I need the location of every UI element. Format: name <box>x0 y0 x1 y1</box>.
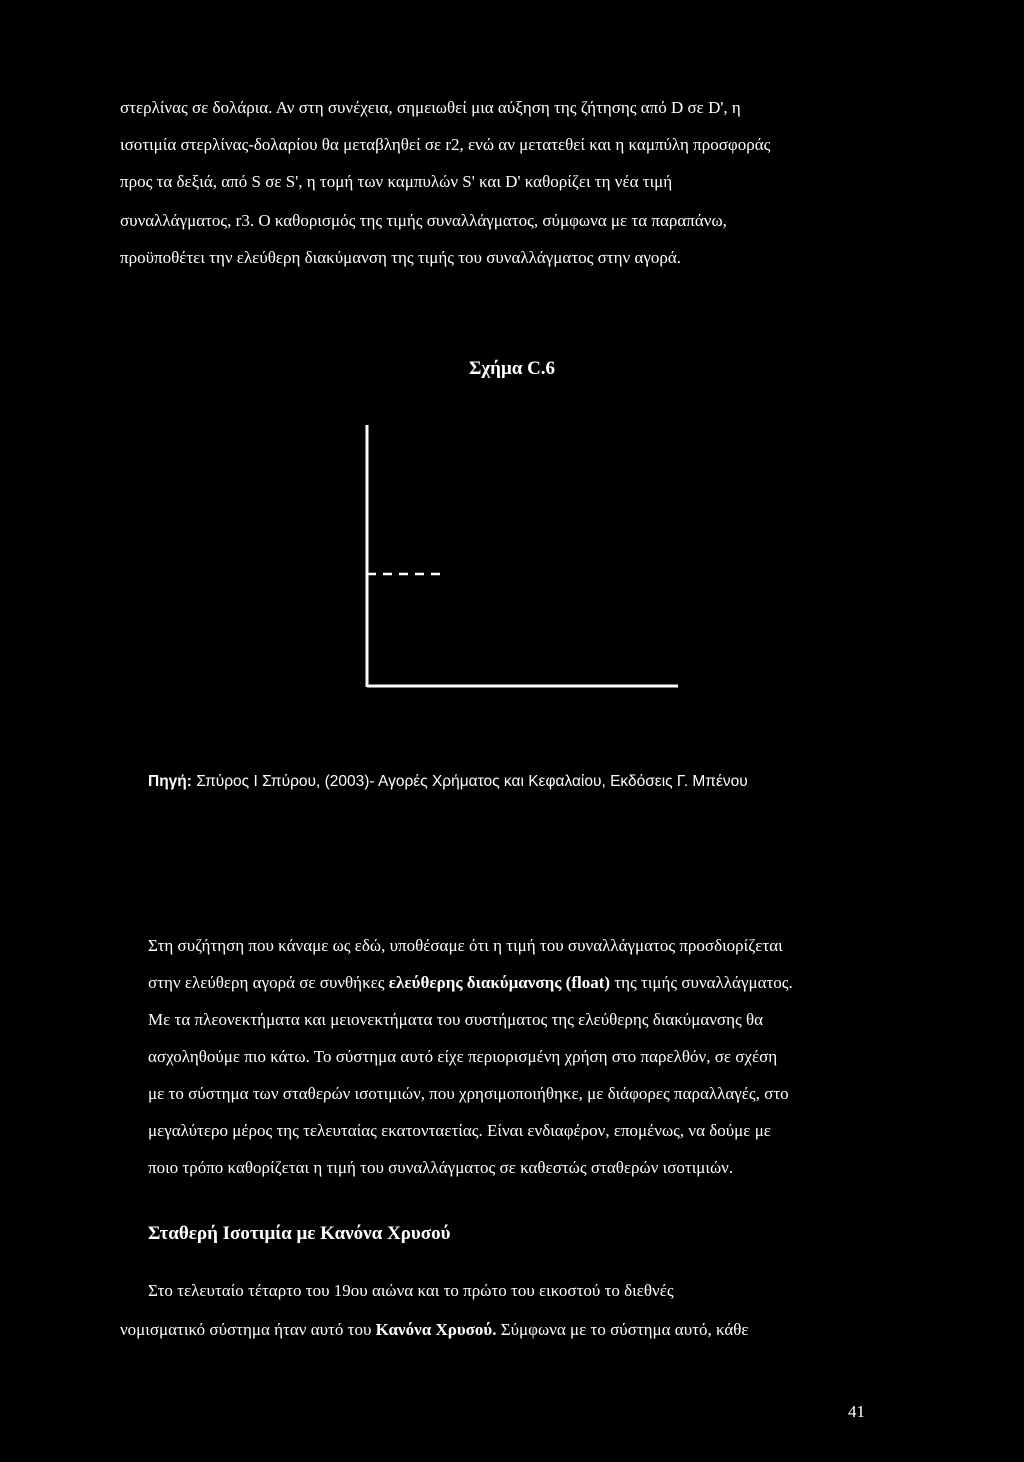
paragraph3-line-1: Στο τελευταίο τέταρτο του 19ου αιώνα και το πρώτο του εικοστού το διεθνές <box>148 1281 674 1300</box>
paragraph2-line-1: Στη συζήτηση που κάναμε ως εδώ, υποθέσαμε ότι η τιμή του συναλλάγματος προσδιορίζεται <box>148 936 783 955</box>
paragraph3-line-2-post: Σύμφωνα με το σύστημα αυτό, κάθε <box>496 1320 749 1339</box>
paragraph1-line-3: προς τα δεξιά, από S σε S', η τομή των καμπυλών S' και D' καθορίζει τη νέα τιμή <box>120 172 673 191</box>
figure-source <box>148 773 748 791</box>
paragraph1-line-2: ισοτιμία στερλίνας-δολαρίου θα μεταβληθεί σε r2, ενώ αν μετατεθεί και η καμπύλη προσφοράς <box>120 135 771 154</box>
paragraph2-line-2-bold: ελεύθερης διακύμανσης (float) <box>388 973 611 992</box>
paragraph2-line-6: μεγαλύτερο μέρος της τελευταίας εκατονταετίας. Είναι ενδιαφέρον, επομένως, να δούμε με <box>148 1121 771 1140</box>
paragraph3-line-2-bold: Κανόνα Χρυσού. <box>375 1320 497 1339</box>
paragraph2-line-3: Με τα πλεονεκτήματα και μειονεκτήματα του συστήματος της ελεύθερης διακύμανσης θα <box>148 1010 764 1029</box>
paragraph1-line-4: συναλλάγματος, r3. Ο καθορισμός της τιμής συναλλάγματος, σύμφωνα με τα παραπάνω, <box>120 211 727 230</box>
paragraph3-line-2-pre: νομισματικό σύστημα ήταν αυτό του <box>120 1320 376 1339</box>
source-label: Πηγή: <box>148 773 192 790</box>
figure-graph <box>355 420 685 695</box>
paragraph2-line-5: με το σύστημα των σταθερών ισοτιμιών, που χρησιμοποιήθηκε, με διάφορες παραλλαγές, στο <box>148 1084 789 1103</box>
page-number: 41 <box>848 1402 865 1421</box>
paragraph2-line-4: ασχοληθούμε πιο κάτω. Το σύστημα αυτό είχε περιορισμένη χρήση στο παρελθόν, σε σχέση <box>148 1047 778 1066</box>
section-heading: Σταθερή Ισοτιμία με Κανόνα Χρυσού <box>148 1223 451 1244</box>
figure-title: Σχήμα C.6 <box>468 358 556 379</box>
paragraph2-line-7: ποιο τρόπο καθορίζεται η τιμή του συναλλάγματος σε καθεστώς σταθερών ισοτιμιών. <box>148 1158 734 1177</box>
paragraph2-line-2-post: της τιμής συναλλάγματος. <box>610 973 793 992</box>
paragraph2-line-2 <box>148 972 793 994</box>
paragraph3-line-2 <box>120 1319 749 1341</box>
paragraph1-line-1: στερλίνας σε δολάρια. Αν στη συνέχεια, σημειωθεί μια αύξηση της ζήτησης από D σε D', η <box>120 98 741 117</box>
paragraph1-line-5: προϋποθέτει την ελεύθερη διακύμανση της τιμής του συναλλάγματος στην αγορά. <box>120 248 682 267</box>
paragraph2-line-2-pre: στην ελεύθερη αγορά σε συνθήκες <box>148 973 389 992</box>
source-text: Σπύρος Ι Σπύρου, (2003)- Αγορές Χρήματος και Κεφαλαίου, Εκδόσεις Γ. Μπένου <box>191 773 748 790</box>
